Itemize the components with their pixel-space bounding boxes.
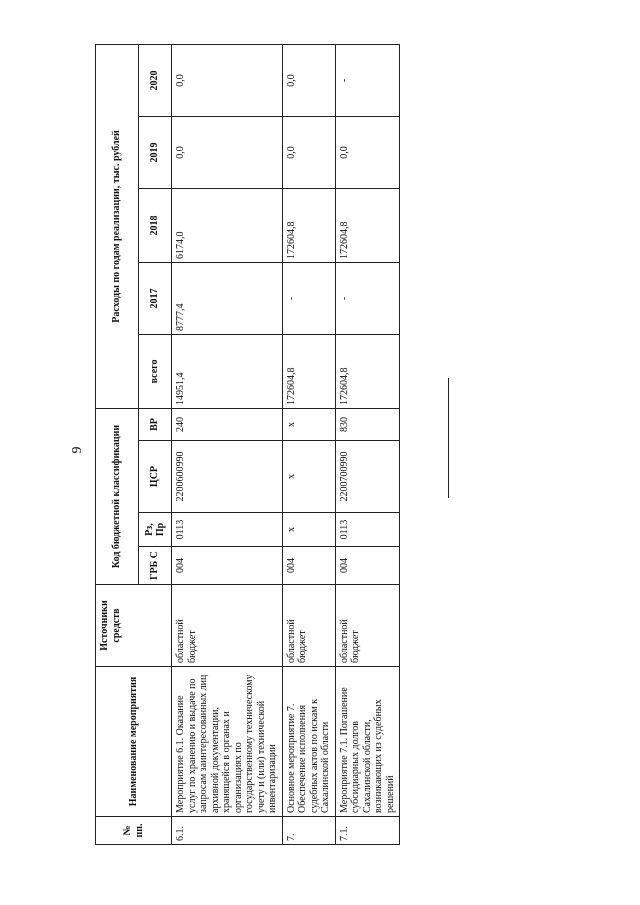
header-expenses: Расходы по годам реализации, тыс. рублей: [96, 44, 139, 408]
cell-rzpr: 0113: [172, 513, 283, 547]
cell-total: 172604,8: [335, 334, 400, 408]
cell-vr: 830: [335, 408, 400, 440]
header-csr: ЦСР: [139, 441, 172, 513]
cell-grbs: 004: [282, 547, 335, 585]
cell-total: 172604,8: [282, 334, 335, 408]
cell-grbs: 004: [335, 547, 400, 585]
table-row: [172, 44, 283, 844]
table-row: [335, 44, 400, 844]
cell-source: областной бюджет: [282, 585, 335, 667]
cell-rzpr: 0113: [335, 513, 400, 547]
cell-2019: 0,0: [172, 116, 283, 188]
cell-total: 14951,4: [172, 334, 283, 408]
header-source: Источники средств: [96, 585, 172, 667]
signature-line: [448, 378, 449, 498]
header-rzpr: Рз, Пр: [139, 513, 172, 547]
cell-name: Мероприятие 6.1. Оказание услуг по хранению и выдаче по запросам заинтересованных лиц архивной документации, хранящейся в органах и организациях по государственному техническому учету и (или) технической инвентаризации: [172, 667, 283, 817]
page-number: 9: [70, 446, 85, 454]
cell-2017: -: [282, 262, 335, 334]
header-2017: 2017: [139, 262, 172, 334]
cell-source: областной бюджет: [172, 585, 283, 667]
cell-2018: 172604,8: [335, 188, 400, 262]
header-vr: ВР: [139, 408, 172, 440]
header-row-1: [96, 44, 139, 844]
cell-rzpr: х: [282, 513, 335, 547]
header-grbs: ГРБ С: [139, 547, 172, 585]
budget-table-container: [95, 45, 396, 845]
cell-grbs: 004: [172, 547, 283, 585]
cell-2019: 0,0: [282, 116, 335, 188]
cell-source: областной бюджет: [335, 585, 400, 667]
cell-2020: -: [335, 44, 400, 116]
cell-name: Мероприятие 7.1. Погашение субсидиарных долгов Сахалинской области, возникающих из судебных решений: [335, 667, 400, 817]
cell-vr: х: [282, 408, 335, 440]
cell-num: 7.1.: [335, 817, 400, 845]
cell-num: 7.: [282, 817, 335, 845]
header-total: всего: [139, 334, 172, 408]
header-name: Наименование мероприятия: [96, 667, 172, 817]
cell-2017: -: [335, 262, 400, 334]
header-num: № пп.: [96, 817, 172, 845]
cell-name: Основное мероприятие 7. Обеспечение исполнения судебных актов по искам к Сахалинской области: [282, 667, 335, 817]
cell-csr: 2200700990: [335, 441, 400, 513]
header-2018: 2018: [139, 188, 172, 262]
cell-2018: 6174,0: [172, 188, 283, 262]
table-row: [282, 44, 335, 844]
cell-2019: 0,0: [335, 116, 400, 188]
cell-2017: 8777,4: [172, 262, 283, 334]
cell-csr: х: [282, 441, 335, 513]
header-2020: 2020: [139, 44, 172, 116]
cell-2020: 0,0: [172, 44, 283, 116]
cell-csr: 2200600990: [172, 441, 283, 513]
budget-table: [95, 44, 400, 845]
header-2019: 2019: [139, 116, 172, 188]
cell-vr: 240: [172, 408, 283, 440]
header-budget-code: Код бюджетной классификации: [96, 408, 139, 584]
cell-2018: 172604,8: [282, 188, 335, 262]
cell-num: 6.1.: [172, 817, 283, 845]
cell-2020: 0,0: [282, 44, 335, 116]
